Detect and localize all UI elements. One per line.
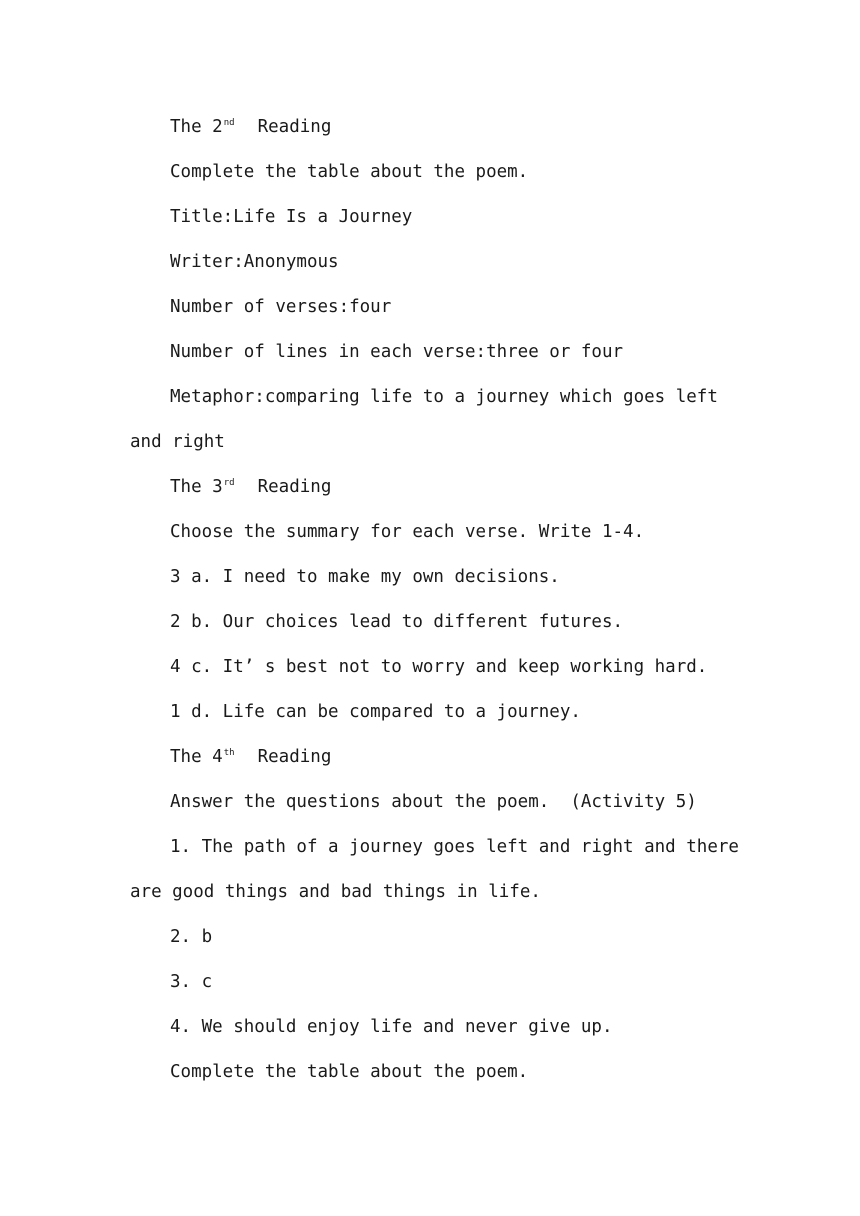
metaphor-line: Metaphor:comparing life to a journey which goes left and right bbox=[130, 387, 729, 452]
title-line: Title:Life Is a Journey bbox=[170, 207, 413, 227]
answer-item-3: 3. c bbox=[170, 972, 213, 992]
summary-item-d: 1 d. Life can be compared to a journey. bbox=[170, 702, 581, 722]
answer-item-1: 1. The path of a journey goes left and right and there are good things and bad things in life. bbox=[130, 837, 750, 902]
instruction-choose-summary: Choose the summary for each verse. Write 1-4. bbox=[170, 522, 645, 542]
section-heading-2nd-reading: The 2nd Reading bbox=[170, 117, 332, 137]
instruction-complete-table-2: Complete the table about the poem. bbox=[170, 1062, 529, 1082]
section-heading-3rd-reading: The 3rd Reading bbox=[170, 477, 332, 497]
summary-item-a: 3 a. I need to make my own decisions. bbox=[170, 567, 560, 587]
answer-item-2: 2. b bbox=[170, 927, 213, 947]
instruction-answer-questions: Answer the questions about the poem. (Activity 5) bbox=[170, 792, 697, 812]
summary-item-b: 2 b. Our choices lead to different futures. bbox=[170, 612, 624, 632]
answer-item-4: 4. We should enjoy life and never give up. bbox=[170, 1017, 613, 1037]
section-heading-4th-reading: The 4th Reading bbox=[170, 747, 332, 767]
instruction-complete-table: Complete the table about the poem. bbox=[170, 162, 529, 182]
verses-line: Number of verses:four bbox=[170, 297, 392, 317]
writer-line: Writer:Anonymous bbox=[170, 252, 339, 272]
lines-per-verse-line: Number of lines in each verse:three or four bbox=[170, 342, 624, 362]
summary-item-c: 4 c. It’ s best not to worry and keep working hard. bbox=[170, 657, 708, 677]
